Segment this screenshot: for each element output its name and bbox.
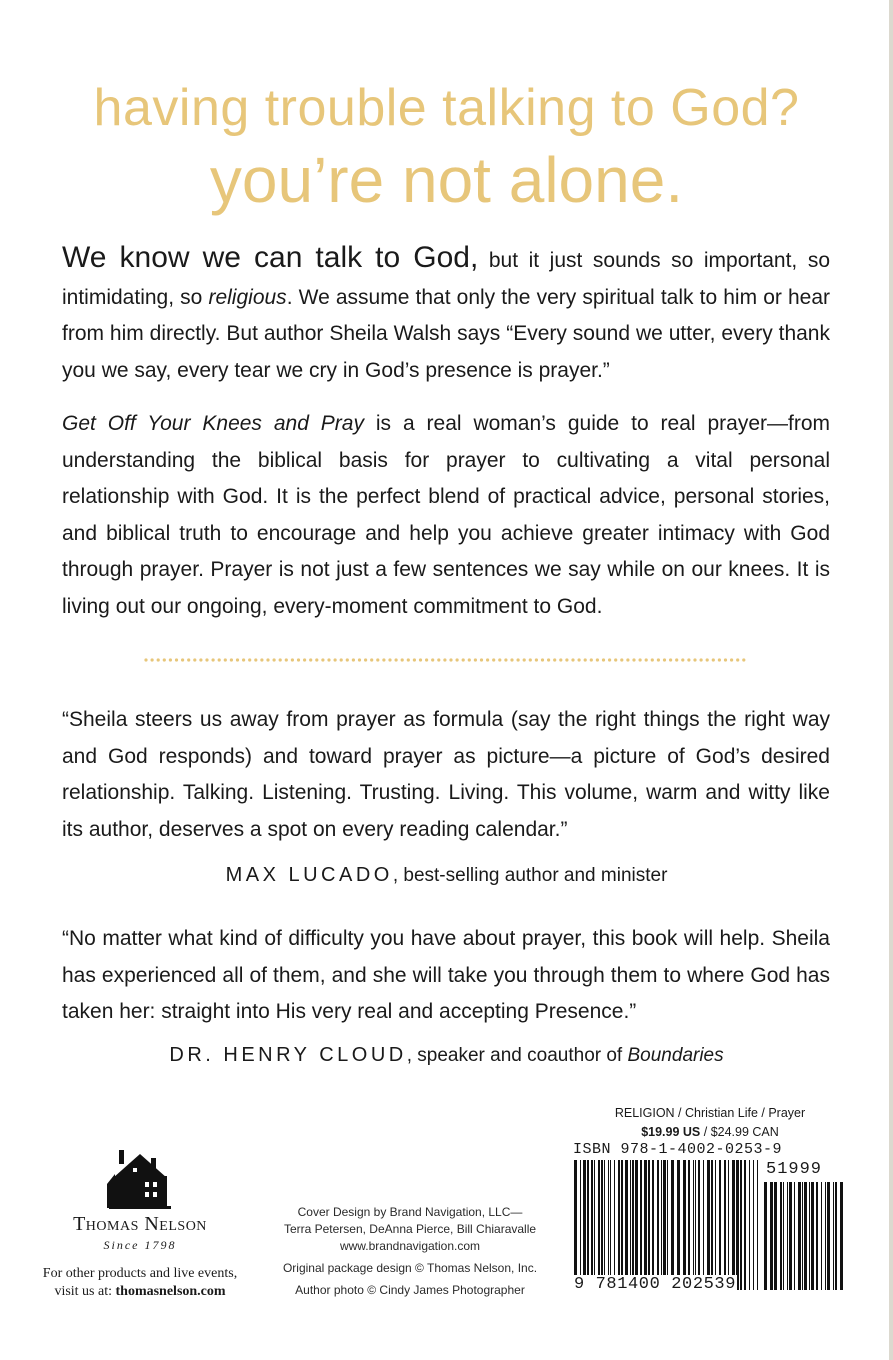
- barcode-bar: [827, 1182, 830, 1290]
- barcode-bar: [825, 1182, 826, 1290]
- barcode-bar: [707, 1160, 710, 1290]
- barcode-bar: [644, 1160, 647, 1290]
- barcode-bar: [783, 1182, 784, 1290]
- attribution-book-title: Boundaries: [627, 1045, 724, 1066]
- barcode-bar: [583, 1160, 586, 1290]
- isbn-text: ISBN 978-1-4002-0253-9: [573, 1141, 783, 1158]
- barcode-bar: [667, 1160, 668, 1290]
- design-credits: [265, 1204, 555, 1299]
- barcode-bar: [703, 1160, 704, 1290]
- barcode-bar: [698, 1160, 700, 1290]
- barcode-bar: [715, 1160, 716, 1290]
- barcode-bar: [683, 1160, 686, 1290]
- barcode-bar: [774, 1182, 777, 1290]
- barcode-bar: [744, 1160, 746, 1290]
- attribution-name: MAX LUCADO: [225, 864, 393, 886]
- barcode-bar: [764, 1182, 767, 1290]
- attribution-name: DR. HENRY CLOUD: [169, 1044, 407, 1066]
- credits-line-4: Original package design © Thomas Nelson, Inc.: [282, 1261, 538, 1275]
- publisher-info-line-2: [30, 1283, 250, 1301]
- thomas-nelson-logo: [40, 1148, 240, 1217]
- barcode-bar: [809, 1182, 810, 1290]
- addon-digits: 51999: [766, 1160, 823, 1179]
- book-title: Get Off Your Knees and Pray: [62, 412, 364, 435]
- attribution-cloud: [0, 1044, 893, 1067]
- barcode-bar: [770, 1182, 773, 1290]
- credits-line-3: www.brandnavigation.com: [339, 1239, 481, 1253]
- description-text: is a real woman’s guide to real prayer—from understanding the biblical basis for prayer to cultivating a vital personal relationship with God. It is the perfect blend of practical advice, personal stories, and biblical truth to encourage and help you achieve greater intimacy with God through prayer. Prayer is not just a few sentences we say while on our knees. It is living out our ongoing, every-moment commitment to God.: [62, 412, 830, 618]
- barcode-bar: [640, 1160, 642, 1290]
- barcode-bar: [594, 1160, 595, 1290]
- barcode-bar: [695, 1160, 696, 1290]
- barcode-bar: [753, 1160, 754, 1290]
- attribution-role: , best-selling author and minister: [392, 865, 668, 886]
- barcode-bar: [693, 1160, 694, 1290]
- barcode-bar: [802, 1182, 803, 1290]
- price-label: [575, 1125, 845, 1139]
- barcode-bar: [580, 1160, 581, 1290]
- publisher-info: [30, 1265, 250, 1301]
- barcode-bar: [598, 1160, 600, 1290]
- barcode-bar: [757, 1160, 758, 1290]
- publisher-info-line-1: For other products and live events,: [42, 1266, 238, 1281]
- intro-italic-word: religious: [208, 285, 287, 309]
- attribution-lucado: [0, 864, 893, 887]
- barcode-bar: [621, 1160, 623, 1290]
- intro-lead: We know we can talk to God,: [62, 241, 479, 274]
- credits-line-2: Terra Petersen, DeAnna Pierce, Bill Chiaravalle: [283, 1222, 537, 1236]
- barcode-bar: [652, 1160, 654, 1290]
- barcode-main: [574, 1160, 760, 1290]
- barcode-bar: [601, 1160, 603, 1290]
- ean-digits: 9 781400 202539: [574, 1275, 737, 1294]
- barcode-bar: [740, 1160, 742, 1290]
- barcode-bar: [688, 1160, 690, 1290]
- barcode-bar: [780, 1182, 782, 1290]
- price-separator: /: [700, 1125, 711, 1139]
- barcode-bar: [648, 1160, 650, 1290]
- price-can: $24.99 CAN: [710, 1125, 779, 1139]
- barcode-bar: [630, 1160, 631, 1290]
- barcode-bar: [732, 1160, 735, 1290]
- category-label: RELIGION / Christian Life / Prayer: [614, 1106, 806, 1120]
- barcode-bar: [840, 1182, 843, 1290]
- publisher-since: Since 1798: [103, 1238, 177, 1252]
- barcode-bar: [661, 1160, 662, 1290]
- barcode-bar: [677, 1160, 680, 1290]
- barcode-bar: [719, 1160, 721, 1290]
- barcode-bar: [604, 1160, 605, 1290]
- barcode-bar: [657, 1160, 659, 1290]
- publisher-name: Thomas Nelson: [73, 1213, 207, 1235]
- barcode-bar: [625, 1160, 628, 1290]
- barcode-bar: [632, 1160, 634, 1290]
- publisher-website-link[interactable]: thomasnelson.com: [115, 1284, 226, 1299]
- barcode-bar: [663, 1160, 666, 1290]
- headline-line-2: you’re not alone.: [209, 144, 684, 216]
- barcode-bar: [821, 1182, 822, 1290]
- barcode-bar: [635, 1160, 638, 1290]
- barcode-bar: [614, 1160, 615, 1290]
- description-paragraph: [62, 406, 830, 625]
- barcode-bar: [608, 1160, 609, 1290]
- headline-line-1: having trouble talking to God?: [93, 79, 800, 137]
- price-us: $19.99 US: [641, 1125, 701, 1139]
- barcode-bar: [618, 1160, 620, 1290]
- barcode-bar: [591, 1160, 593, 1290]
- barcode-bar: [804, 1182, 807, 1290]
- barcode-bar: [798, 1182, 801, 1290]
- intro-paragraph: [62, 240, 830, 389]
- publisher-info-prefix: visit us at:: [54, 1284, 116, 1299]
- intro-text-1: but it just sounds so important, so intimidating, so: [62, 249, 830, 309]
- ean-digits-row: [573, 1275, 763, 1294]
- quote-lucado: “Sheila steers us away from prayer as formula (say the right things the right way and God responds) and toward prayer as picture—a picture of God’s desired relationship. Talking. Listening. Trusting. Living. This volume, warm and witty like its author, deserves a spot on every reading calendar.”: [62, 708, 830, 841]
- barcode-bar: [833, 1182, 834, 1290]
- barcode-bar: [811, 1182, 814, 1290]
- intro-text-2: . We assume that only the very spiritual talk to him or hear from him directly. But author Sheila Walsh says “Every sound we utter, every thank you we say, every tear we cry in God’s presence is prayer.”: [62, 285, 831, 382]
- barcode-bar: [671, 1160, 674, 1290]
- barcode-bar: [724, 1160, 726, 1290]
- barcode-bar: [787, 1182, 788, 1290]
- quote-cloud: “No matter what kind of difficulty you have about prayer, this book will help. Sheila has experienced all of them, and she will take you through them to where God has taken her: straight into His very real and accepting Presence.”: [62, 927, 830, 1023]
- barcode-bar: [587, 1160, 589, 1290]
- barcode-addon: [764, 1182, 844, 1290]
- barcode-bar: [794, 1182, 795, 1290]
- barcode-bar: [736, 1160, 739, 1290]
- barcode-bar: [728, 1160, 729, 1290]
- barcode-bar: [711, 1160, 713, 1290]
- barcode-bar: [835, 1182, 837, 1290]
- attribution-role: , speaker and coauthor of: [406, 1045, 628, 1066]
- dotted-divider: [143, 654, 749, 666]
- barcode-bar: [816, 1182, 818, 1290]
- barcode-bar: [789, 1182, 792, 1290]
- house-icon: [105, 1148, 175, 1212]
- barcode-bar: [610, 1160, 611, 1290]
- credits-line-1: Cover Design by Brand Navigation, LLC—: [297, 1205, 523, 1219]
- barcode-bar: [574, 1160, 577, 1290]
- barcode-bar: [749, 1160, 750, 1290]
- credits-line-5: Author photo © Cindy James Photographer: [295, 1283, 525, 1297]
